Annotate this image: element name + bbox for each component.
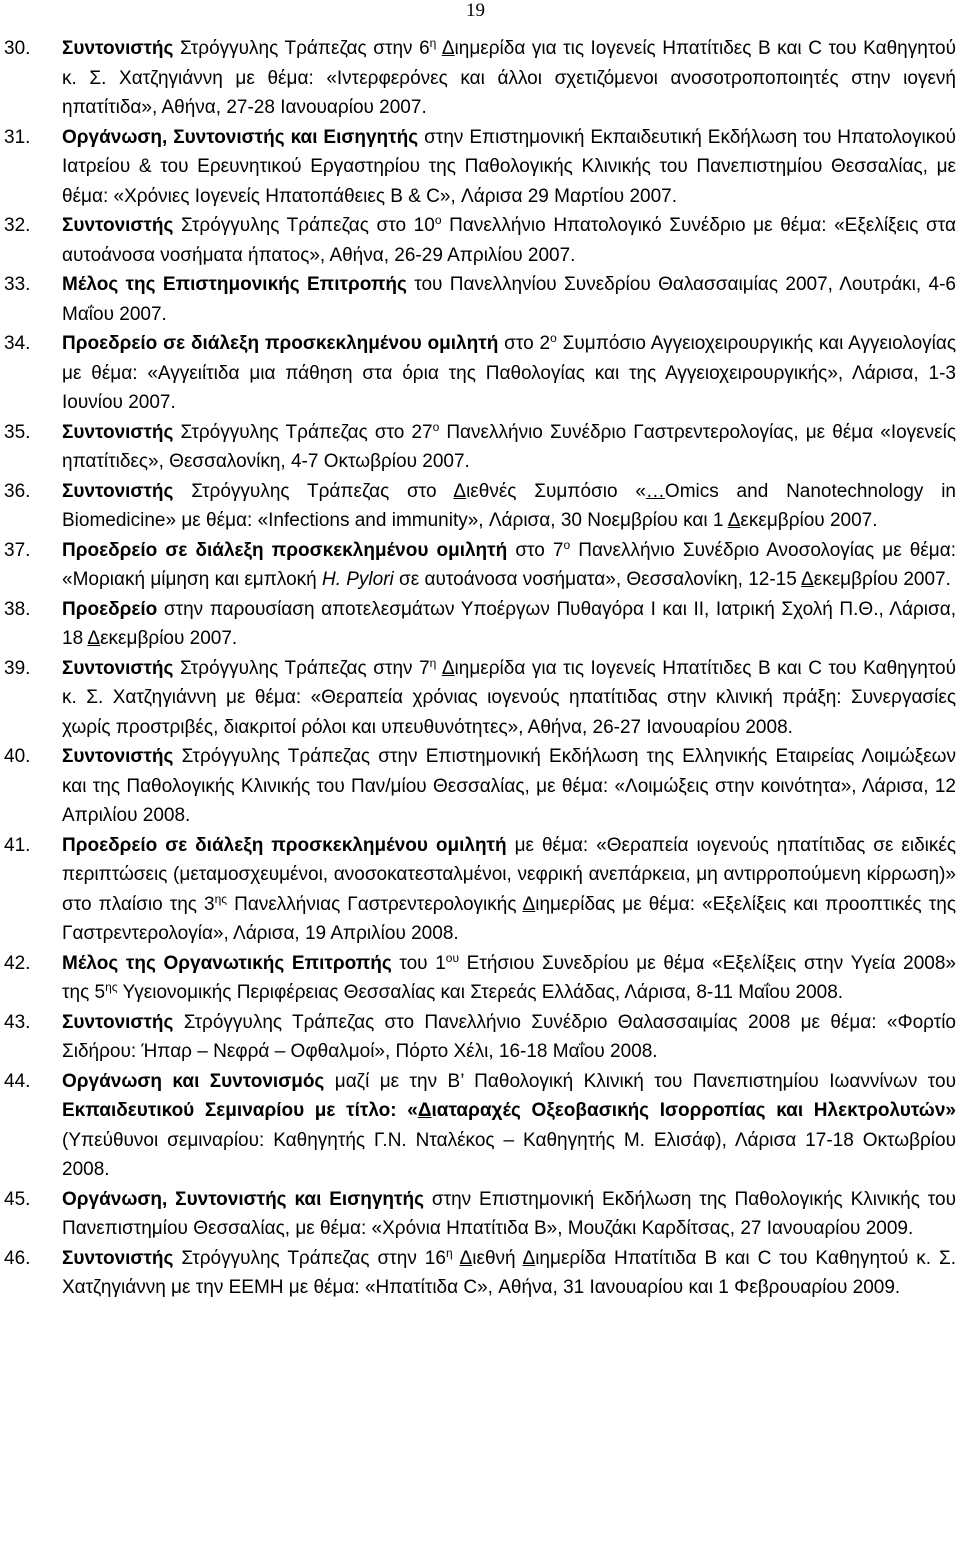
- entries-list: [0, 34, 956, 1303]
- list-item-number: 41.: [4, 834, 31, 856]
- list-item-text: Δ: [801, 569, 814, 590]
- list-item-text: του Πανελληνίου Συνεδρίου Θαλασσαιμίας 2007, Λουτράκι, 4-6 Μαΐου 2007.: [62, 274, 956, 325]
- list-item: [0, 211, 956, 270]
- list-item-text: Υγειονομικής Περιφέρειας Θεσσαλίας και Στερεάς Ελλάδας, Λάρισα, 8-11 Μαΐου 2008.: [117, 982, 844, 1003]
- list-item-text: Προεδρείο σε διάλεξη προσκεκλημένου ομιλητή: [62, 834, 507, 856]
- list-item-text: Συντονιστής: [62, 1011, 174, 1033]
- list-item-text: η: [429, 655, 437, 670]
- list-item-text: ο: [550, 331, 557, 345]
- list-item-text: ιημερίδα για τις Ιογενείς Ηπατίτιδες Β και C του Καθηγητού κ. Σ. Χατζηγιάννη με θέμα: «Ιντερφερόνες και άλλοι σχετιζόμενοι ανοσοτροποποιητές στην ιογενή ηπατίτιδα», Αθήνα, 27-28 Ιανουαρίου 2007.: [62, 38, 957, 118]
- page-number: 19: [466, 0, 485, 21]
- list-item-number: 33.: [4, 274, 31, 295]
- list-item-text: ιημερίδα Ηπατίτιδα Β και C του Καθηγητού κ. Σ. Χατζηγιάννη με την ΕΕΜΗ με θέμα: «Ηπατίτιδα C», Αθήνα, 31 Ιανουαρίου και 1 Φεβρουαρίου 2009.: [62, 1247, 956, 1298]
- list-item-text: Προεδρείο σε διάλεξη προσκεκλημένου ομιλητή: [62, 539, 508, 561]
- list-item-text: με θέμα: «Θεραπεία ιογενούς ηπατίτιδας σε ειδικές περιπτώσεις (μεταμοσχευμένοι, ανοσοκατεσταλμένοι, νεφρική ανεπάρκεια, μη αντιρροπούμενη κίρρωση)» στο πλαίσιο της 3: [62, 834, 956, 915]
- list-item-text: Εκπαιδευτικού Σεμιναρίου με τίτλο: «: [62, 1100, 418, 1121]
- list-item-number: 32.: [4, 215, 31, 236]
- list-item-text: ο: [563, 537, 571, 552]
- list-item: [0, 1067, 956, 1185]
- list-item-text: Συντονιστής: [62, 38, 174, 59]
- list-item: [0, 831, 956, 949]
- list-item-number: 36.: [4, 480, 31, 502]
- list-item-text: Στρόγγυλης Τράπεζας στο Πανελλήνιο Συνέδριο Θαλασσαιμίας 2008 με θέμα: «Φορτίο Σιδήρου: Ήπαρ – Νεφρά – Οφθαλμοί», Πόρτο Χέλι, 16-18 Μαΐου 2008.: [62, 1011, 956, 1062]
- list-item: [0, 123, 956, 212]
- list-item-text: εκεμβρίου 2007.: [100, 628, 238, 649]
- list-item-text: του 1: [391, 952, 446, 974]
- list-item-text: Δ: [522, 1247, 536, 1269]
- list-item-text: Προεδρείο: [62, 598, 158, 620]
- list-item-text: εκεμβρίου 2007.: [740, 510, 878, 531]
- list-item-text: σε αυτοάνοσα νοσήματα», Θεσσαλονίκη, 12-15: [393, 569, 802, 590]
- list-item-text: εκεμβρίου 2007.: [813, 569, 951, 590]
- list-item-text: ης: [105, 980, 118, 994]
- list-item-text: στην Επιστημονική Εκδήλωση της Παθολογικής Κλινικής του Πανεπιστημίου Θεσσαλίας, με θέμα: «Χρόνια Ηπατίτιδα Β», Μουζάκι Καρδίτσας, 27 Ιανουαρίου 2009.: [62, 1188, 956, 1239]
- list-item-text: Πανελλήνιας Γαστρεντερολογικής: [227, 893, 523, 915]
- list-item-number: 31.: [4, 126, 31, 148]
- list-item-text: Συντονιστής: [62, 746, 174, 767]
- list-item-number: 40.: [4, 746, 31, 767]
- list-item: [0, 595, 956, 654]
- list-item: [0, 536, 956, 595]
- list-item-text: η: [445, 1245, 453, 1260]
- list-item-text: Δ: [453, 480, 467, 502]
- list-item: [0, 477, 956, 536]
- list-item-number: 43.: [4, 1011, 31, 1033]
- list-item-text: Στρόγγυλης Τράπεζας στο 27: [173, 421, 433, 443]
- list-item-text: Οργάνωση, Συντονιστής και Εισηγητής: [62, 126, 419, 148]
- list-item-text: [453, 1248, 460, 1269]
- list-item-text: Δ: [441, 38, 455, 59]
- list-item-text: H. Pylori: [321, 569, 394, 590]
- list-item-text: ο: [432, 419, 440, 434]
- list-item-text: Συντονιστής: [62, 421, 174, 443]
- list-item-number: 45.: [4, 1188, 31, 1210]
- list-item: [0, 1008, 956, 1067]
- list-item-text: Συντονιστής: [62, 657, 174, 679]
- list-item-text: στο 7: [507, 539, 564, 561]
- list-item-number: 39.: [4, 657, 31, 679]
- list-item-text: ο: [434, 213, 442, 227]
- list-item-text: Πανελλήνιο Συνέδριο Γαστρεντερολογίας, με θέμα «Ιογενείς ηπατίτιδες», Θεσσαλονίκη, 4-7 Οκτωβρίου 2007.: [62, 421, 956, 472]
- list-item: [0, 654, 956, 743]
- list-item-text: Στρόγγυλης Τράπεζας στο 10: [173, 215, 435, 236]
- list-item: [0, 418, 956, 477]
- list-item-text: στην παρουσίαση αποτελεσμάτων Υποέργων Πυθαγόρα Ι και ΙΙ, Ιατρική Σχολή Π.Θ., Λάρισα, 18: [62, 598, 956, 649]
- list-item-text: Στρόγγυλης Τράπεζας στην Επιστημονική Εκδήλωση της Ελληνικής Εταιρείας Λοιμώξεων και της Παθολογικής Κλινικής του Παν/μίου Θεσσαλίας, με θέμα: «Λοιμώξεις στην κοινότητα», Λάρισα, 12 Απριλίου 2008.: [62, 746, 956, 826]
- list-item: [0, 34, 956, 123]
- list-item-text: ιημερίδα για τις Ιογενείς Ηπατίτιδες Β και C του Καθηγητού κ. Σ. Χατζηγιάννη με θέμα: «Θεραπεία χρόνιας ιογενούς ηπατίτιδας στην κλινική πράξη: Συνεργασίες χωρίς προστριβές, διακριτοί ρόλοι και υπευθυνότητες», Αθήνα, 26-27 Ιανουαρίου 2008.: [62, 657, 957, 738]
- list-item-text: Δ: [441, 657, 455, 679]
- list-item-text: Πανελλήνιο Ηπατολογικό Συνέδριο με θέμα: «Εξελίξεις στα αυτοάνοσα νοσήματα ήπατος», Αθήνα, 26-29 Απριλίου 2007.: [62, 215, 956, 266]
- list-item-text: Συντονιστής: [62, 1247, 174, 1269]
- list-item-text: Συμπόσιο Αγγειοχειρουργικής και Αγγειολογίας με θέμα: «Αγγειίτιδα μια πάθηση στα όρια της Παθολογίας και της Αγγειοχειρουργικής», Λάρισα, 1-3 Ιουνίου 2007.: [62, 333, 956, 413]
- list-item-text: ιεθνές Συμπόσιο «: [466, 480, 646, 502]
- list-item-text: Στρόγγυλης Τράπεζας στο: [173, 480, 454, 502]
- list-item-text: η: [429, 36, 437, 50]
- list-item-text: μαζί με την Β’ Παθολογική Κλινική του Πανεπιστημίου Ιωαννίνων του: [324, 1070, 956, 1092]
- list-item-text: στην Επιστημονική Εκπαιδευτική Εκδήλωση του Ηπατολογικού Ιατρείου & του Ερευνητικού Εργαστηρίου της Παθολογικής Κλινικής του Πανεπιστημίου Θεσσαλίας, με θέμα: «Χρόνιες Ιογενείς Ηπατοπάθειες Β & C», Λάρισα 29 Μαρτίου 2007.: [62, 126, 956, 207]
- list-item-text: Omics and Nanotechnology in Biomedicine» με θέμα: «Infections and immunity», Λάρισα, 30 Νοεμβρίου και 1: [62, 480, 956, 531]
- list-item-text: Οργάνωση, Συντονιστής και Εισηγητής: [62, 1188, 424, 1210]
- list-item-number: 46.: [4, 1247, 31, 1269]
- list-item-text: …: [645, 480, 665, 502]
- list-item: [0, 1185, 956, 1244]
- list-item-text: Μέλος της Επιστημονικής Επιτροπής: [62, 274, 407, 295]
- list-item-number: 42.: [4, 952, 31, 974]
- list-item-text: (Υπεύθυνοι σεμιναρίου: Καθηγητής Γ.Ν. Νταλέκος – Καθηγητής Μ. Ελισάφ), Λάρισα 17-18 Οκτωβρίου 2008.: [62, 1129, 956, 1180]
- list-item-text: ου: [445, 950, 460, 965]
- list-item-text: Στρόγγυλης Τράπεζας στην 16: [173, 1247, 446, 1269]
- list-item-text: Ετήσιου Συνεδρίου με θέμα «Εξελίξεις στην Υγεία 2008» της 5: [62, 952, 956, 1003]
- list-item: [0, 270, 956, 329]
- list-item-text: ης: [214, 891, 228, 906]
- list-item-text: Προεδρείο σε διάλεξη προσκεκλημένου ομιλητή: [62, 333, 499, 354]
- list-item: [0, 329, 956, 418]
- list-item-text: Οργάνωση και Συντονισμός: [62, 1070, 325, 1092]
- list-item-text: Στρόγγυλης Τράπεζας στην 6: [173, 38, 430, 59]
- list-item-text: Στρόγγυλης Τράπεζας στην 7: [173, 657, 430, 679]
- list-item-text: Μέλος της Οργανωτικής Επιτροπής: [62, 952, 392, 974]
- list-item-text: Συντονιστής: [62, 215, 174, 236]
- list-item-text: ιαταραχές Οξεοβασικής Ισορροπίας και Ηλεκτρολυτών»: [431, 1100, 956, 1121]
- list-item-number: 30.: [4, 38, 31, 59]
- list-item-text: Δ: [522, 893, 536, 915]
- list-item: [0, 1244, 956, 1303]
- list-item: [0, 742, 956, 831]
- list-item: [0, 949, 956, 1008]
- list-item-number: 37.: [4, 539, 31, 561]
- list-item-text: Πανελλήνιο Συνέδριο Ανοσολογίας με θέμα: «Μοριακή μίμηση και εμπλοκή: [62, 539, 956, 590]
- list-item-text: Δ: [727, 510, 741, 531]
- list-item-number: 34.: [4, 333, 31, 354]
- list-item-text: στο 2: [498, 333, 551, 354]
- list-item-text: Δ: [87, 628, 101, 649]
- list-item-number: 35.: [4, 421, 31, 443]
- list-item-number: 38.: [4, 598, 31, 620]
- list-item-text: Συντονιστής: [62, 480, 174, 502]
- list-item-text: Δ: [459, 1247, 473, 1269]
- list-item-text: ιημερίδας με θέμα: «Εξελίξεις και προοπτικές της Γαστρεντερολογία», Λάρισα, 19 Απριλίου 2008.: [62, 893, 956, 944]
- list-item-text: ιεθνή: [472, 1247, 523, 1269]
- list-item-number: 44.: [4, 1070, 31, 1092]
- list-item-text: Δ: [417, 1100, 432, 1121]
